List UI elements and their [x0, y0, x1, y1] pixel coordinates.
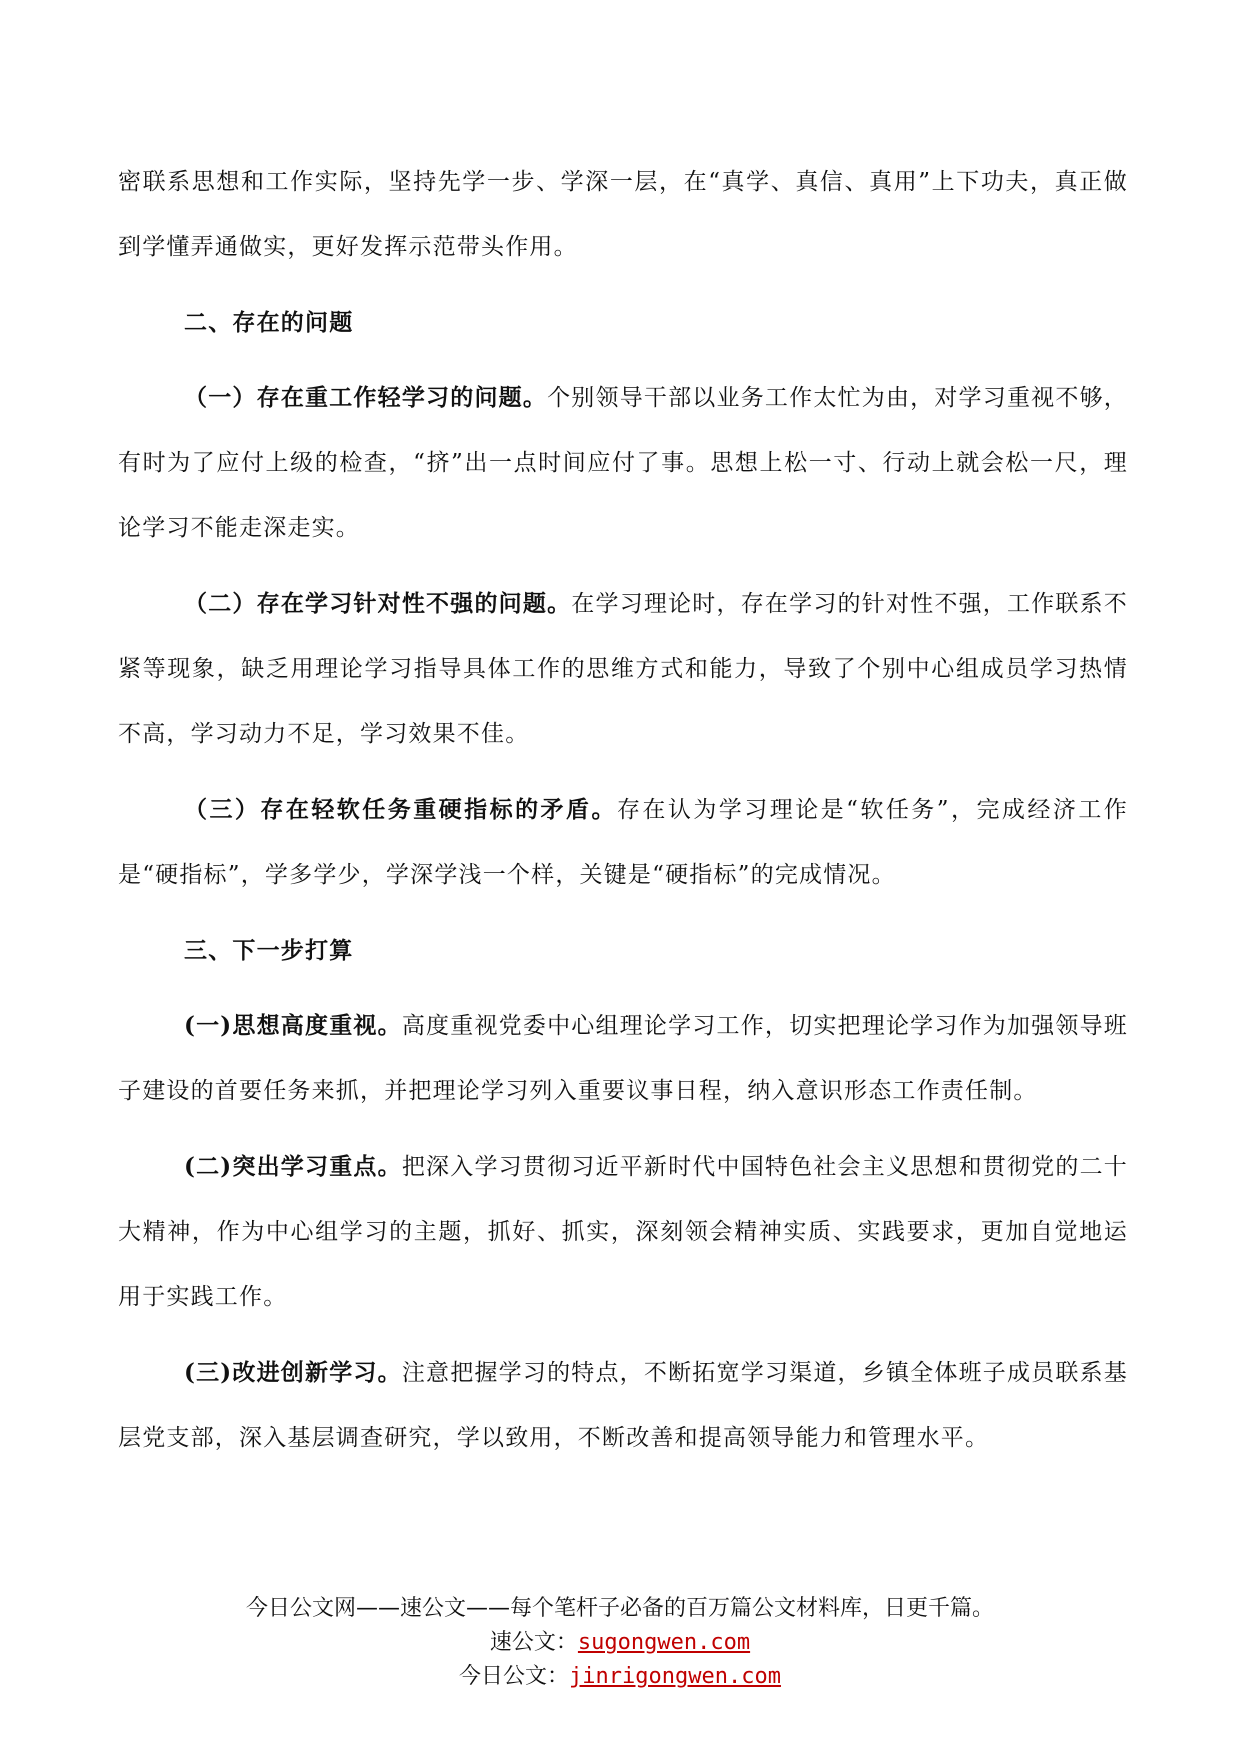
sugongwen-link[interactable]: sugongwen.com: [577, 1630, 751, 1655]
section-heading-next-steps: 三、下一步打算: [184, 937, 354, 964]
plan-item-3-lead: (三)改进创新学习。: [184, 1359, 402, 1386]
problem-item-1-text: 个别领导干部以业务工作太忙为由，对学习重视不够，有时为了应付上级的检查，“挤”出一点时间应付了事。思想上松一寸、行动上就会松一尺，理论学习不能走深走实。: [118, 385, 1128, 541]
problem-item-2-text: 在学习理论时，存在学习的针对性不强，工作联系不紧等现象，缺乏用理论学习指导具体工作的思维方式和能力，导致了个别中心组成员学习热情不高，学习动力不足，学习效果不佳。: [118, 591, 1128, 747]
footer-sugongwen-line: [0, 1626, 1240, 1660]
plan-item-1-lead: (一)思想高度重视。: [184, 1012, 402, 1039]
problem-item-3-lead: （三）存在轻软任务重硬指标的矛盾。: [184, 796, 617, 823]
plan-item-3-text: 注意把握学习的特点，不断拓宽学习渠道，乡镇全体班子成员联系基层党支部，深入基层调查研究，学以致用，不断改善和提高领导能力和管理水平。: [118, 1360, 1129, 1451]
footer-tagline: 今日公文网——速公文——每个笔杆子必备的百万篇公文材料库，日更千篇。: [245, 1596, 994, 1621]
plan-item-2-text: 把深入学习贯彻习近平新时代中国特色社会主义思想和贯彻党的二十大精神，作为中心组学习的主题，抓好、抓实，深刻领会精神实质、实践要求，更加自觉地运用于实践工作。: [118, 1154, 1129, 1310]
section-heading-problems: 二、存在的问题: [184, 309, 354, 336]
plan-item-1: [118, 993, 1128, 1124]
plan-item-2-lead: (二)突出学习重点。: [184, 1153, 402, 1180]
intro-paragraph: 密联系思想和工作实际，坚持先学一步、学深一层，在“真学、真信、真用”上下功夫，真正做到学懂弄通做实，更好发挥示范带头作用。: [118, 169, 1128, 260]
problem-item-1-lead: （一）存在重工作轻学习的问题。: [184, 384, 548, 411]
footer-jinrigongwen-label: 今日公文：: [459, 1664, 570, 1689]
problem-item-3-text: 存在认为学习理论是“软任务”，完成经济工作是“硬指标”，学多学少，学深学浅一个样，关键是“硬指标”的完成情况。: [118, 797, 1128, 888]
footer: [0, 1592, 1240, 1694]
footer-jinrigongwen-line: [0, 1660, 1240, 1694]
problem-item-2: [118, 571, 1128, 767]
plan-item-3: [118, 1340, 1128, 1471]
document-body: [118, 150, 1128, 1481]
problem-item-3: [118, 777, 1128, 908]
plan-item-2: [118, 1134, 1128, 1330]
footer-sugongwen-label: 速公文：: [489, 1630, 578, 1655]
problem-item-2-lead: （二）存在学习针对性不强的问题。: [184, 590, 572, 617]
plan-item-1-text: 高度重视党委中心组理论学习工作，切实把理论学习作为加强领导班子建设的首要任务来抓，并把理论学习列入重要议事日程，纳入意识形态工作责任制。: [118, 1013, 1129, 1104]
jinrigongwen-link[interactable]: jinrigongwen.com: [569, 1664, 781, 1689]
problem-item-1: [118, 365, 1128, 561]
